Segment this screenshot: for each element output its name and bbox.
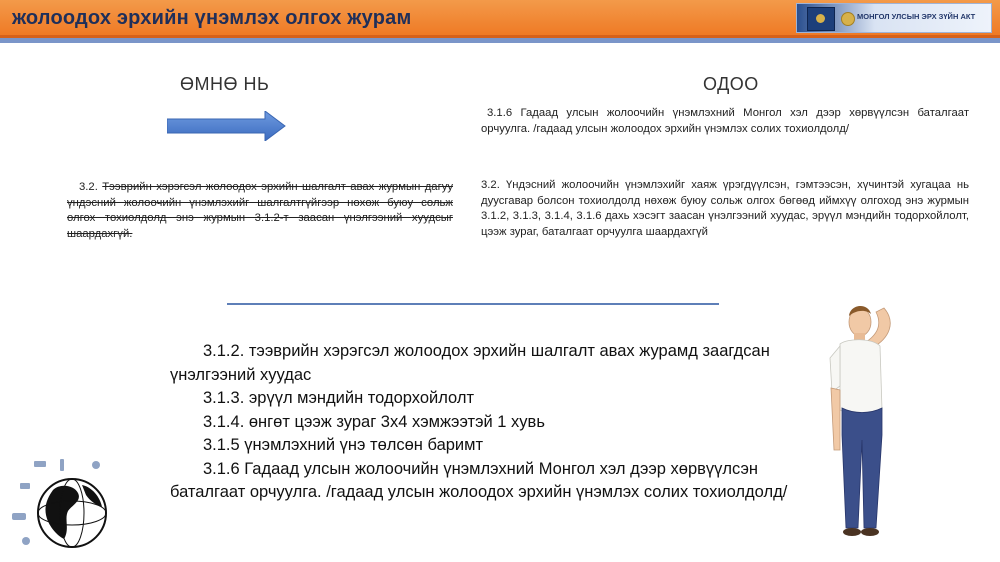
globe-transport-icon: [8, 455, 118, 555]
new-rule-3-2: 3.2. Үндэсний жолоочийн үнэмлэхийг хаяж үрэгдүүлсэн, гэмтээсэн, хүчинтэй хугацаа нь дуусгавар болсон тохиолдолд нөхөж буюу сольж олгох бөгөөд иймхүү олгоход энэ журмын 3.1.2, 3.1.3, 3.1.4, 3.1.6 дахь хэсэгт заасан үнэлгээний хуудас, эрүүл мэндийн тодорхойлолт, цээж зураг, баталгаат орчуулга шаардахгүй: [481, 179, 969, 238]
new-rule-3-1-6: 3.1.6 Гадаад улсын жолоочийн үнэмлэхний Монгол хэл дээр хөрвүүлсэн баталгаат орчуулга. /гадаад улсын жолоодох эрхийн үнэмлэх солих тохиолдолд/: [481, 107, 969, 135]
list-item: 3.1.5 үнэмлэхний үнэ төлсөн баримт: [203, 436, 484, 454]
before-heading: ӨМНӨ НЬ: [180, 74, 270, 94]
title-bar: [0, 0, 1000, 38]
header-divider: [0, 38, 1000, 43]
section-divider: [227, 303, 719, 305]
old-rule-number: 3.2.: [79, 181, 98, 193]
state-emblem-icon: [841, 12, 855, 26]
thinking-man-illustration: [812, 300, 932, 545]
legal-acts-banner: [796, 3, 992, 33]
list-item: 3.1.4. өнгөт цээж зураг 3х4 хэмжээтэй 1 хувь: [203, 412, 545, 431]
list-item: 3.1.3. эрүүл мэндийн тодорхойлолт: [203, 389, 475, 407]
list-item: 3.1.6 Гадаад улсын жолоочийн үнэмлэхний Монгол хэл дээр хөрвүүлсэн баталгаат орчуулга. /гадаад улсын жолоодох эрхийн үнэмлэх солих тохиолдолд/: [170, 459, 788, 501]
old-rule-text: [67, 180, 453, 242]
banner-label: МОНГОЛ УЛСЫН ЭРХ ЗҮЙН АКТ: [857, 12, 976, 21]
page-title: жолоодох эрхийн үнэмлэх олгох журам: [12, 7, 412, 29]
law-book-icon: [807, 7, 835, 31]
right-arrow-icon: [167, 111, 287, 141]
old-rule-strikethrough: Тээврийн хэрэгсэл жолоодох эрхийн шалгалт авах журмын дагуу үндэсний жолоочийн үнэмлэхийг шалгалтгүйгээр нөхөж буюу сольж олгох тохиолдолд энэ журмын 3.1.2-т заасан үнэлгээний хуудсыг шаардахгүй.: [67, 181, 454, 240]
now-heading: ОДОО: [703, 74, 759, 94]
requirements-list: [170, 340, 810, 505]
list-item: 3.1.2. тээврийн хэрэгсэл жолоодох эрхийн шалгалт авах журамд заагдсан үнэлгээний хуудас: [170, 342, 770, 384]
